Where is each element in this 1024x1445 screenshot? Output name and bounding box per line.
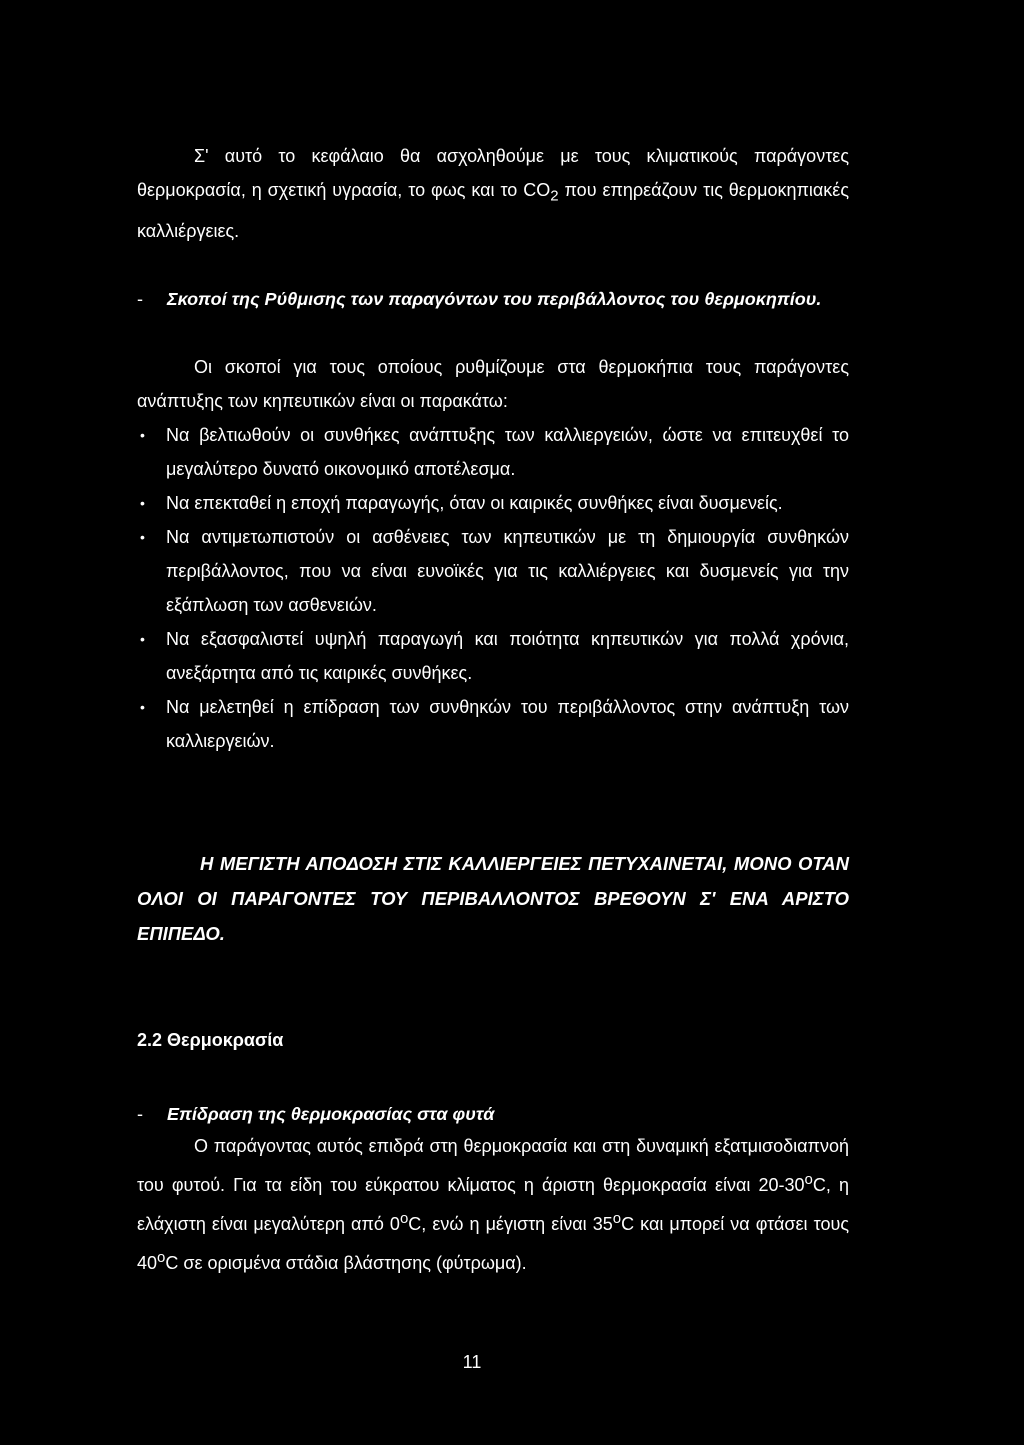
conclusion-statement: Η ΜΕΓΙΣΤΗ ΑΠΟΔΟΣΗ ΣΤΙΣ ΚΑΛΛΙΕΡΓΕΙΕΣ ΠΕΤΥΧΑΙΝΕΤΑΙ, ΜΟΝΟ ΟΤΑΝ ΟΛΟΙ ΟΙ ΠΑΡΑΓΟΝΤΕΣ ΤΟΥ ΠΕΡΙΒΑΛΛΟΝΤΟΣ ΒΡΕΘΟΥΝ Σ' ΕΝΑ ΑΡΙΣΤΟ ΕΠΙΠΕΔΟ.	[137, 853, 849, 944]
list-item-text: Να μελετηθεί η επίδραση των συνθηκών του περιβάλλοντος στην ανάπτυξη των καλλιεργειών.	[166, 697, 849, 751]
degree-mark: o	[612, 1210, 622, 1227]
list-item-text: Να εξασφαλιστεί υψηλή παραγωγή και ποιότητα κηπευτικών για πολλά χρόνια, ανεξάρτητα από τις καιρικές συνθήκες.	[166, 629, 849, 683]
bullet-icon: •	[140, 495, 145, 511]
intro-text-end: που επηρεάζουν τις θερμοκηπιακές καλλιέργειες.	[137, 180, 849, 241]
intro-paragraph	[137, 139, 849, 248]
temperature-text-5: C σε ορισμένα στάδια βλάστησης (φύτρωμα).	[165, 1253, 527, 1273]
degree-mark: o	[399, 1210, 409, 1227]
heading-dash: -	[137, 289, 143, 309]
temperature-text-2: C, η ελάχιστη είναι μεγαλύτερη από 0	[137, 1175, 849, 1234]
heading-aims-title: Σκοποί της Ρύθμισης των παραγόντων του περιβάλλοντος του θερμοκηπίου.	[167, 289, 822, 309]
subheading-title: Επίδραση της θερμοκρασίας στα φυτά	[167, 1104, 495, 1124]
bullet-icon: •	[140, 529, 145, 545]
temperature-paragraph	[137, 1129, 849, 1280]
list-item-text: Να επεκταθεί η εποχή παραγωγής, όταν οι καιρικές συνθήκες είναι δυσμενείς.	[166, 493, 783, 513]
subheading-dash: -	[137, 1104, 143, 1124]
bullet-icon: •	[140, 699, 145, 715]
heading-aims	[137, 282, 849, 316]
bullet-icon: •	[140, 427, 145, 443]
list-item-text: Να βελτιωθούν οι συνθήκες ανάπτυξης των καλλιεργειών, ώστε να επιτευχθεί το μεγαλύτερο δυνατό οικονομικό αποτέλεσμα.	[166, 425, 849, 479]
list-item	[137, 690, 849, 758]
temperature-text-1: Ο παράγοντας αυτός επιδρά στη θερμοκρασία και στη δυναμική εξατμισοδιαπνοή του φυτού. Για τα είδη του εύκρατου κλίματος η άριστη θερμοκρασία είναι 20-30	[137, 1136, 849, 1195]
co2-subscript: 2	[550, 187, 559, 205]
temperature-text-4: C και μπορεί να φτάσει τους 40	[137, 1214, 850, 1273]
section-title: 2.2 Θερμοκρασία	[137, 1030, 284, 1050]
list-item	[137, 418, 849, 486]
temperature-text-3: C, ενώ η μέγιστη είναι 35	[408, 1214, 613, 1234]
intro-text: Σ' αυτό το κεφάλαιο θα ασχοληθούμε με τους κλιματικούς παράγοντες θερμοκρασία, η σχετική υγρασία, το φως και το CO	[137, 146, 849, 200]
list-item	[137, 486, 849, 520]
list-item	[137, 520, 849, 622]
list-item-text: Να αντιμετωπιστούν οι ασθένειες των κηπευτικών με τη δημιουργία συνθηκών περιβάλλοντος, που να είναι ευνοϊκές για τις καλλιέργειες και δυσμενείς για την εξάπλωση των ασθενειών.	[166, 527, 849, 615]
degree-mark: o	[804, 1171, 813, 1188]
bullet-icon: •	[140, 631, 145, 647]
page-number: 11	[462, 1352, 482, 1372]
list-item	[137, 622, 849, 690]
aims-bullet-list	[137, 418, 849, 758]
aims-intro-paragraph: Οι σκοποί για τους οποίους ρυθμίζουμε στα θερμοκήπια τους παράγοντες ανάπτυξης των κηπευτικών είναι οι παρακάτω:	[137, 357, 849, 411]
degree-mark: o	[157, 1249, 166, 1266]
subheading-temperature-effect	[137, 1097, 849, 1131]
